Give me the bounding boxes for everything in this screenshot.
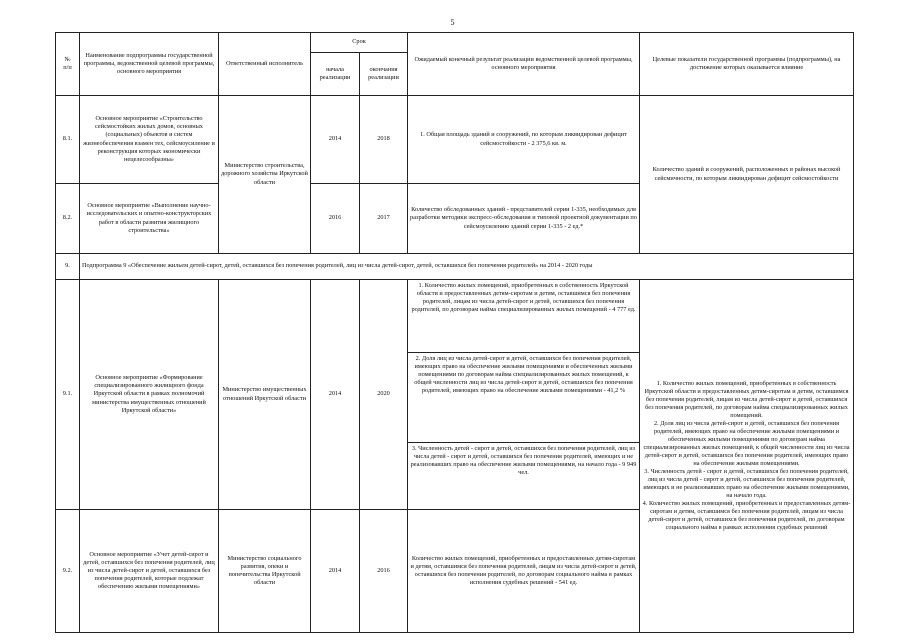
header-end: окончания реализации [360,53,408,96]
subprogram-row [56,254,854,280]
row-start: 2014 [311,510,360,633]
header-executor: Ответственный исполнитель [219,33,311,96]
row-num: 8.1. [56,96,80,184]
page-number: 5 [450,18,455,27]
row-executor: Министерство строительства, дорожного хозяйства Иркутской области [219,96,311,254]
row-name: Основное мероприятие «Выполнение научно-исследовательских и опытно-конструкторских работ в области развития жилищного строительства» [80,184,219,254]
row-start: 2014 [311,280,360,510]
header-name: Наименование подпрограммы государственной программы, ведомственной целевой программы, основного мероприятия [80,33,219,96]
indicator-item-3: 3. Численность детей - сирот и детей, оставшихся без попечения родителей, лиц из числа детей - сирот и детей, оставшихся без попечения родителей, имеющих и не реализовавших право на обеспечение жилыми помещениями, на начало года. [643,468,850,500]
table-row [56,280,854,510]
indicator-item-4: 4. Количество жилых помещений, приобретенных и предоставленных детям-сиротам и детям, оставшимся без попечения родителей, лицам из числа детей-сирот и детей, оставшихся без попечения родителей, по договорам социального найма в рамках исполнения судебных решений [642,500,851,532]
indicator-item-2: 2. Доля лиц из числа детей-сирот и детей, оставшихся без попечения родителей, имеющих право на обеспечение жилыми помещениями и обеспеченных жилыми помещениями по договорам найма специализированных жилых помещений, к общей численности лиц из числа детей-сирот и детей, оставшихся без попечения родителей, имеющих право на обеспечение жилыми помещениями. [643,419,850,468]
row-end: 2016 [360,510,408,633]
indicator-item-1: 1. Количество жилых помещений, приобретенных в собственность Иркутской области и предоставленных детям-сиротам и детям, оставшимся без попечения родителей, лицам из числа детей-сирот и детей, оставшихся без попечения родителей, по договорам найма специализированных жилых помещений. [644,379,849,419]
row-name: Основное мероприятие «Учет детей-сирот и детей, оставшихся без попечения родителей, лиц из числа детей-сирот и детей, оставшихся без попечения родителей, которые подлежат обеспечению жилыми помещениями» [80,510,219,633]
header-result: Ожидаемый конечный результат реализации ведомственной целевой программы, основного мероприятия [408,33,640,96]
row-executor: Министерство социального развития, опеки и попечительства Иркутской области [219,510,311,633]
subprogram-title: Подпрограмма 9 «Обеспечение жильем детей-сирот, детей, оставшихся без попечения родителей, лиц из числа детей-сирот, детей, оставшихся без попечения родителей» на 2014 - 2020 годы [80,254,854,280]
header-row [56,33,854,53]
program-table [55,32,854,633]
row-result: Количество обследованных зданий - представителей серии 1-335, необходимых для разработки методики экспресс-обследования и типовой проектной документации по сейсмоусилению зданий серии 1-335 - 2 ед.* [408,184,640,254]
header-start: начала реализации [311,53,360,96]
row-start: 2016 [311,184,360,254]
row-result: 1. Общая площадь зданий и сооружений, по которым ликвидирован дефицит сейсмостойкости - 2 375,6 кв. м. [408,96,640,184]
row-start: 2014 [311,96,360,184]
row-indicators: Количество зданий и сооружений, расположенных в районах высокой сейсмичности, по которым ликвидирован дефицит сейсмостойкости [640,96,854,254]
result-item-1: 1. Количество жилых помещений, приобретенных в собственность Иркутской области и предоставленных детям-сиротам и детям, оставшимся без попечения родителей, лицам из числа детей-сирот и детей, оставшихся без попечения родителей, по договорам найма специализированных жилых помещений - 4 777 ед. [411,282,636,314]
row-num: 9.1. [56,280,80,510]
row-executor: Министерство имущественных отношений Иркутской области [219,280,311,510]
row-result: Количество жилых помещений, приобретенных и предоставленных детям-сиротам и детям, оставшимся без попечения родителей, лицам из числа детей-сирот и детей, оставшихся без попечения родителей, по договорам социального найма в рамках исполнения судебных решений - 541 ед. [408,510,640,633]
row-name: Основное мероприятие «Строительство сейсмостойких жилых домов, основных (социальных) объектов и систем жизнеобеспечения взамен тех, сейсмоусиление и реконструкция которых экономически нецелесообразны» [80,96,219,184]
header-num: № п/п [56,33,80,96]
row-end: 2020 [360,280,408,510]
row-indicators [640,280,854,633]
table-row [56,96,854,184]
result-item-2: 2. Доля лиц из числа детей-сирот и детей, оставшихся без попечения родителей, имеющих право на обеспечение жилыми помещениями и обеспеченных жилыми помещениями по договорам найма специализированных жилых помещений, к общей численности лиц из числа детей-сирот и детей, оставшихся без попечения родителей, имеющих право на обеспечение жилыми помещениями - 41,2 % [408,352,639,442]
row-end: 2018 [360,96,408,184]
result-item-3: 3. Численность детей - сирот и детей, оставшихся без попечения родителей, лиц из числа детей - сирот и детей, оставшихся без попечения родителей, имеющих и не реализовавших право на обеспечение жилыми помещениями, на начало года - 9 949 чел. [408,442,639,509]
row-num: 9. [56,254,80,280]
row-result-group [408,280,640,510]
header-indicators: Целевые показатели государственной программы (подпрограммы), на достижение которых оказывается влияние [640,33,854,96]
header-term: Срок [311,33,408,53]
row-name: Основное мероприятие «Формирование специализированного жилищного фонда Иркутской области в рамках полномочий министерства имущественных отношений Иркутской области» [80,280,219,510]
row-num: 8.2. [56,184,80,254]
row-end: 2017 [360,184,408,254]
row-num: 9.2. [56,510,80,633]
